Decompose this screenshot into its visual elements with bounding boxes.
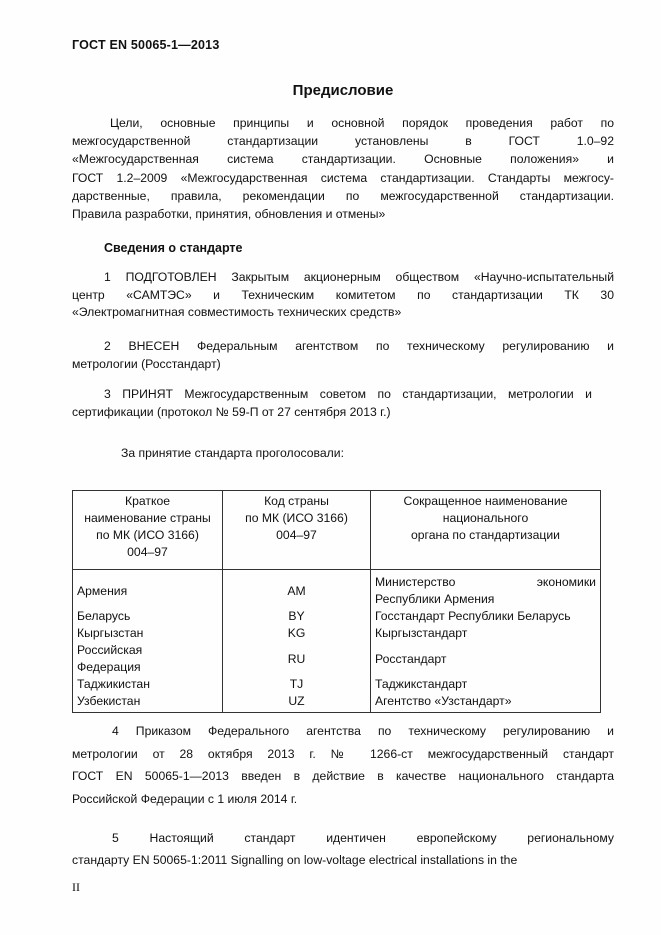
text-line: 2 ВНЕСЕН Федеральным агентством по техническому регулированию и <box>104 339 614 353</box>
header-line: по МК (ИСО 3166) <box>96 528 199 542</box>
section-title: Сведения о стандарте <box>104 241 243 255</box>
column-header-organization <box>371 491 601 570</box>
header-line: Сокращенное наименование <box>403 494 568 508</box>
organization-name: Госстандарт Республики Беларусь <box>375 609 571 623</box>
text-line: Цели, основные принципы и основной порядок проведения работ по <box>110 116 614 130</box>
country-code-cell: KG <box>223 625 371 642</box>
text-line: сертификации (протокол № 59-П от 27 сентября 2013 г.) <box>72 404 391 419</box>
country-name: Кыргызстан <box>77 626 144 640</box>
text-line: метрологии от 28 октября 2013 г. № 1266-ст межгосударственный стандарт <box>72 746 614 761</box>
text-line: ГОСТ 1.2–2009 «Межгосударственная система стандартизации. Стандарты межгосу- <box>72 170 614 185</box>
table-row <box>73 676 601 693</box>
country-code-cell: AM <box>223 570 371 609</box>
organization-name: Агентство «Узстандарт» <box>375 694 512 708</box>
voting-countries-table <box>72 490 601 713</box>
text-line: 3 ПРИНЯТ Межгосударственным советом по стандартизации, метрологии и <box>104 387 592 401</box>
organization-name: Таджикстандарт <box>375 677 468 691</box>
text-line: Правила разработки, принятия, обновления и отмены» <box>72 207 386 222</box>
header-line: национального <box>442 511 529 525</box>
header-line: наименование страны <box>84 511 211 525</box>
table-row <box>73 570 601 609</box>
organization-name: Министерство экономики <box>375 575 596 589</box>
text-line: Российской Федерации с 1 июля 2014 г. <box>72 791 298 806</box>
country-cell <box>73 625 223 642</box>
organization-cell <box>371 625 601 642</box>
country-name: Российская <box>77 643 143 657</box>
intro-paragraph <box>72 114 614 223</box>
table-row <box>73 625 601 642</box>
organization-name: Республики Армения <box>375 592 495 606</box>
country-code-cell: RU <box>223 642 371 676</box>
country-code-cell: BY <box>223 608 371 625</box>
organization-cell <box>371 570 601 609</box>
document-code-header: ГОСТ EN 50065-1—2013 <box>72 38 220 52</box>
header-line: органа по стандартизации <box>411 528 560 542</box>
organization-cell <box>371 676 601 693</box>
country-cell <box>73 608 223 625</box>
country-name: Узбекистан <box>77 694 141 708</box>
organization-cell <box>371 642 601 676</box>
country-cell <box>73 676 223 693</box>
country-name: Беларусь <box>77 609 131 623</box>
organization-cell <box>371 693 601 713</box>
text-line: «Межгосударственная система стандартизации. Основные положения» и <box>72 152 614 167</box>
organization-name: Кыргызстандарт <box>375 626 468 640</box>
country-code-cell: UZ <box>223 693 371 713</box>
text-line: стандарту EN 50065-1:2011 Signalling on low-voltage electrical installations in the <box>72 853 518 867</box>
text-line: 1 ПОДГОТОВЛЕН Закрытым акционерным обществом «Научно-испытательный <box>104 270 614 284</box>
header-line: 004–97 <box>127 545 168 559</box>
column-header-country <box>73 491 223 570</box>
item-3-adopted <box>72 386 592 421</box>
organization-cell <box>371 608 601 625</box>
item-1-prepared <box>72 269 614 322</box>
table-row <box>73 608 601 625</box>
country-cell <box>73 642 223 676</box>
text-line: метрологии (Росстандарт) <box>72 356 221 371</box>
text-line: межгосударственной стандартизации установлены в ГОСТ 1.0–92 <box>72 134 614 149</box>
country-cell <box>73 693 223 713</box>
text-line: ГОСТ EN 50065-1—2013 введен в действие в качестве национального стандарта <box>72 769 614 783</box>
country-name: Таджикистан <box>77 677 150 691</box>
item-4-order <box>72 720 614 810</box>
organization-name: Росстандарт <box>375 651 447 666</box>
country-code-cell: TJ <box>223 676 371 693</box>
country-name: Армения <box>77 583 128 598</box>
column-header-code <box>223 491 371 570</box>
text-line: «Электромагнитная совместимость технических средств» <box>72 305 402 319</box>
item-5-identity <box>72 827 614 871</box>
header-line: 004–97 <box>276 528 317 542</box>
item-2-submitted <box>72 338 614 373</box>
table-row <box>73 642 601 676</box>
page-title: Предисловие <box>292 82 394 99</box>
header-line: Краткое <box>125 494 170 508</box>
header-line: по МК (ИСО 3166) <box>245 511 348 525</box>
text-line: дарственные, правила, рекомендации по межгосударственной стандартизации. <box>72 188 614 203</box>
text-line: центр «САМТЭС» и Техническим комитетом по стандартизации ТК 30 <box>72 287 614 302</box>
country-cell <box>73 570 223 609</box>
country-name: Федерация <box>77 660 141 674</box>
table-row <box>73 693 601 713</box>
vote-intro: За принятие стандарта проголосовали: <box>121 446 344 460</box>
page-number: II <box>72 880 80 894</box>
text-line: 4 Приказом Федерального агентства по техническому регулированию и <box>112 724 614 738</box>
header-line: Код страны <box>264 494 329 508</box>
text-line: 5 Настоящий стандарт идентичен европейскому региональному <box>112 831 614 845</box>
table-header-row <box>73 491 601 570</box>
